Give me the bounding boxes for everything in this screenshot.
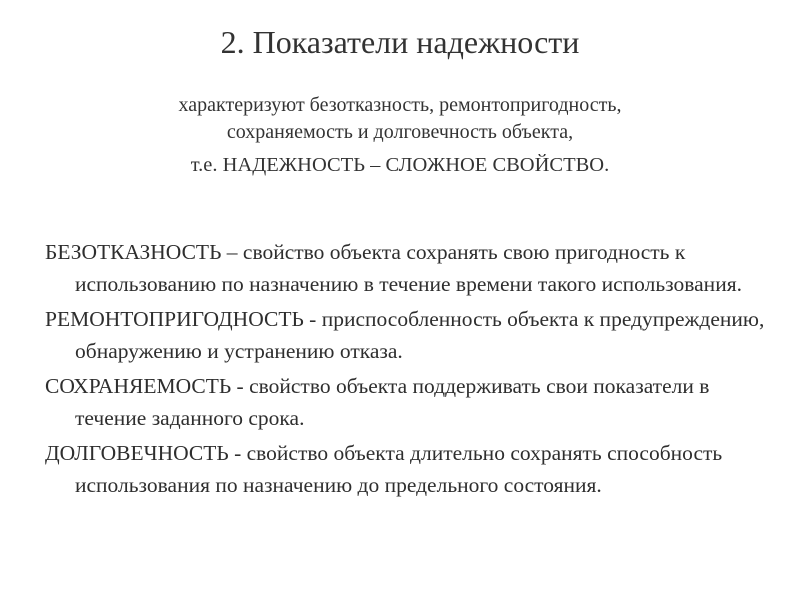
subtitle-line-3: т.е. НАДЕЖНОСТЬ – СЛОЖНОЕ СВОЙСТВО. xyxy=(190,154,610,176)
slide-subtitle xyxy=(40,92,760,179)
definition-maintainability: РЕМОНТОПРИГОДНОСТЬ - приспособленность объекта к предупреждению, обнаружению и устранению отказа. xyxy=(45,307,765,363)
definitions-list xyxy=(45,236,775,504)
definition-reliability: БЕЗОТКАЗНОСТЬ – свойство объекта сохранять свою пригодность к использованию по назначению в течение времени такого использования. xyxy=(45,240,742,296)
subtitle-line-2: сохраняемость и долговечность объекта, xyxy=(226,121,574,143)
subtitle-line-1: характеризуют безотказность, ремонтопригодность, xyxy=(178,94,622,116)
definition-durability: ДОЛГОВЕЧНОСТЬ - свойство объекта длительно сохранять способность использования по назначению до предельного состояния. xyxy=(45,441,723,497)
definition-storability: СОХРАНЯЕМОСТЬ - свойство объекта поддерживать свои показатели в течение заданного срока. xyxy=(45,374,710,430)
slide-title: 2. Показатели надежности xyxy=(220,24,580,60)
